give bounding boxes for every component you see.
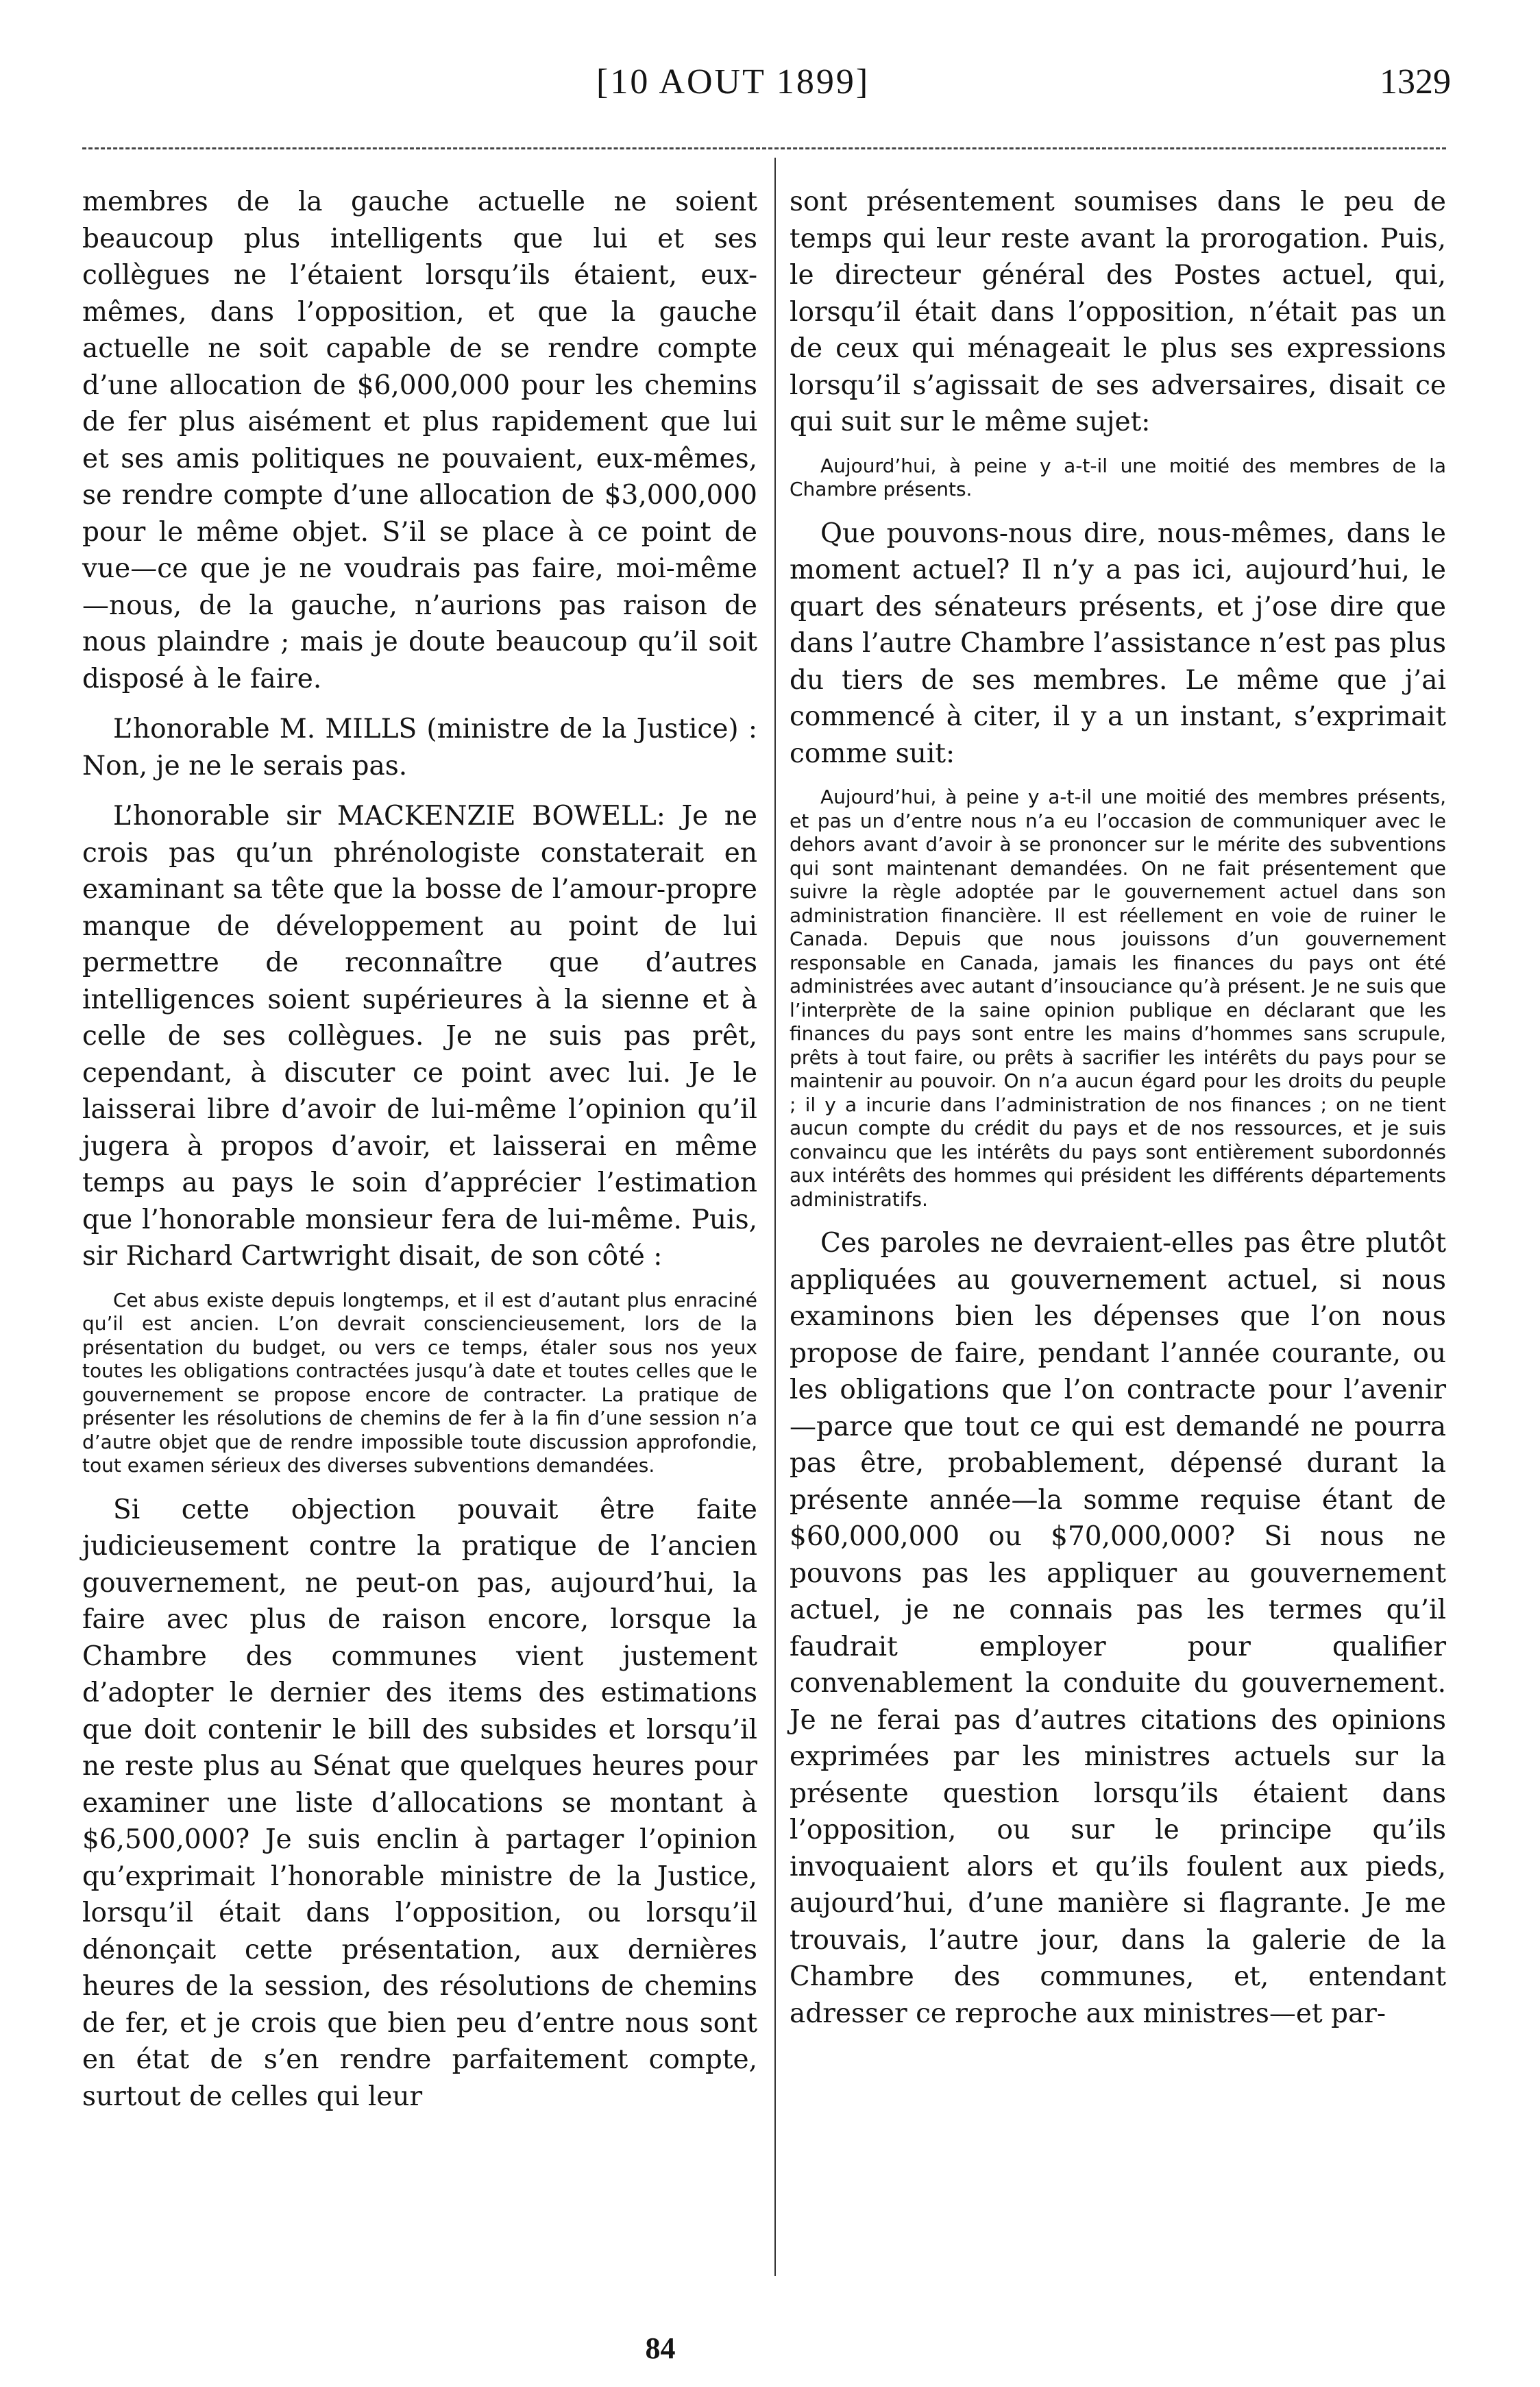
right-paragraph-2: Que pouvons-nous dire, nous-mêmes, dans le moment actuel? Il n’y a pas ici, aujourd’hui, le quart des sénateurs présents, et j’ose dire que dans l’autre Chambre l’assistance n’est pas plus du tiers de ses membres. Le même que j’ai commencé à citer, il y a un instant, s’exprimait comme suit: — [790, 518, 1446, 769]
left-paragraph-4: Si cette objection pouvait être faite judicieusement contre la pratique de l’ancien gouvernement, ne peut-on pas, aujourd’hui, la faire avec plus de raison encore, lorsque la Chambre des communes vient justement d’adopter le dernier des items des estimations que doit contenir le bill des subsides et lorsqu’il ne reste plus au Sénat que quelques heures pour examiner une liste d’allocations se montant à $6,500,000? Je suis enclin à partager l’opinion qu’exprimait l’honorable ministre de la Justice, lorsqu’il était dans l’opposition, ou lorsqu’il dénonçait cette présentation, aux dernières heures de la session, des résolutions de chemins de fer, et je crois que bien peu d’entre nous sont en état de s’en rendre parfaitement compte, surtout de celles qui leur — [82, 1494, 757, 2112]
left-paragraph-3: L’honorable sir MACKENZIE BOWELL: Je ne crois pas qu’un phrénologiste constaterait en examinant sa tête que la bosse de l’amour-propre manque de développement au point de lui permettre de reconnaître que d’autres intelligences soient supérieures à la sienne et à celle de ses collègues. Je ne suis pas prêt, cependant, à discuter ce point avec lui. Je le laisserai libre d’avoir de lui-même l’opinion qu’il jugera à propos d’avoir, et laisserai en même temps au pays le soin d’apprécier l’estimation que l’honorable monsieur fera de lui-même. Puis, sir Richard Cartwright disait, de son côté : — [82, 801, 757, 1272]
column-divider — [774, 158, 776, 2276]
signature-mark: 84 — [645, 2331, 676, 2365]
left-paragraph-2: L’honorable M. MILLS (ministre de la Justice) : Non, je ne le serais pas. — [82, 714, 757, 781]
right-paragraph-1: sont présentement soumises dans le peu de temps qui leur reste avant la prorogation. Puis, le directeur général des Postes actuel, qui, lorsqu’il était dans l’opposition, n’était pas un de ceux qui ménageait le plus ses expressions lorsqu’il s’agissait de ses adversaires, disait ce qui suit sur le même sujet: — [790, 186, 1446, 437]
page-number: 1329 — [1380, 62, 1451, 101]
right-quote-1: Aujourd’hui, à peine y a-t-il une moitié des membres de la Chambre présents. — [790, 454, 1446, 500]
right-quote-2: Aujourd’hui, à peine y a-t-il une moitié des membres présents, et pas un d’entre nous n’a eu l’occasion de communiquer avec le dehors avant d’avoir à se prononcer sur le mérite des subventions qui sont maintenant demandées. On ne fait présentement que suivre la règle adoptée par le gouvernement actuel dans son administration financière. Il est réellement en voie de ruiner le Canada. Depuis que nous jouissons d’un gouvernement responsable en Canada, jamais les finances du pays ont été administrées avec autant d’insouciance qu’à présent. Je ne suis que l’interprète de la saine opinion publique en déclarant que les finances du pays sont entre les mains d’hommes sans scrupule, prêts à tout faire, ou prêts à sacrifier les intérêts du pays pour se maintenir au pouvoir. On n’a aucun égard pour les droits du peuple ; il y a incurie dans l’administration de nos finances ; on ne tient aucun compte du crédit du pays et de nos ressources, et je suis convaincu que les intérêts du pays sont entièrement subordonnés aux intérêts des hommes qui président les différents départements administratifs. — [790, 786, 1446, 1211]
right-paragraph-3: Ces paroles ne devraient-elles pas être plutôt appliquées au gouvernement actuel, si nous examinons bien les dépenses que l’on nous propose de faire, pendant l’année courante, ou les obligations que l’on contracte pour l’avenir—parce que tout ce qui est demandé ne pourra pas être, probablement, dépensé durant la présente année—la somme requise étant de $60,000,000 ou $70,000,000? Si nous ne pouvons pas les appliquer au gouvernement actuel, je ne connais pas les termes qu’il faudrait employer pour qualifier convenablement la conduite du gouvernement. Je ne ferai pas d’autres citations des opinions exprimées par les ministres actuels sur la présente question lorsqu’ils étaient dans l’opposition, ou sur le principe qu’ils invoquaient alors et qu’ils foulent aux pieds, aujourd’hui, d’une manière si flagrante. Je me trouvais, l’autre jour, dans la galerie de la Chambre des communes, et, entendant adresser ce reproche aux ministres—et par- — [790, 1228, 1446, 2029]
header-date: [10 AOUT 1899] — [596, 62, 870, 101]
left-column — [82, 184, 757, 2129]
page-footer — [0, 2331, 1540, 2366]
header-rule — [82, 147, 1446, 149]
page-header — [0, 62, 1540, 110]
left-quote-1: Cet abus existe depuis longtemps, et il est d’autant plus enraciné qu’il est ancien. L’on devrait consciencieusement, lors de la présentation du budget, ou vers ce temps, étaler sous nos yeux toutes les obligations contractées jusqu’à date et toutes celles que le gouvernement se propose encore de contracter. La pratique de présenter les résolutions de chemins de fer à la fin d’une session n’a d’autre objet que de rendre impossible toute discussion approfondie, tout examen sérieux des diverses subventions demandées. — [82, 1288, 757, 1477]
left-paragraph-1: membres de la gauche actuelle ne soient beaucoup plus intelligents que lui et ses collègues ne l’étaient lorsqu’ils étaient, eux-mêmes, dans l’opposition, et que la gauche actuelle ne soit capable de se rendre compte d’une allocation de $6,000,000 pour les chemins de fer plus aisément et plus rapidement que lui et ses amis politiques ne pouvaient, eux-mêmes, se rendre compte d’une allocation de $3,000,000 pour le même objet. S’il se place à ce point de vue—ce que je ne voudrais pas faire, moi-même—nous, de la gauche, n’aurions pas raison de nous plaindre ; mais je doute beaucoup qu’il soit disposé à le faire. — [82, 186, 757, 694]
right-column — [790, 184, 1446, 2046]
